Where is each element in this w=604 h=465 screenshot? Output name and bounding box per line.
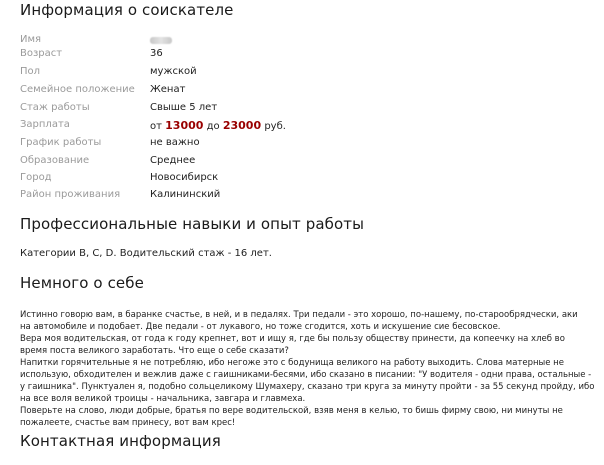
field-schedule-label: График работы — [20, 137, 102, 148]
field-salary-value — [150, 119, 286, 132]
applicant-info-title: Информация о соискателе — [20, 1, 234, 19]
about-line: на все воля великой троицы - начальника, завгара и главмеха. — [20, 394, 306, 404]
field-city-label: Город — [20, 172, 52, 183]
about-line: Напитки горячительные я не потребляю, ибо негоже это с бодунища великого на работу выходить. Слова матерные не — [20, 358, 564, 368]
field-education-value: Среднее — [150, 155, 196, 166]
salary-to-word: до — [206, 121, 220, 132]
field-experience-value: Свыше 5 лет — [150, 102, 218, 113]
skills-text: Категории B, C, D. Водительский стаж - 16 лет. — [20, 248, 272, 259]
about-line: время поста великого заработать. Что еще о себе сказати? — [20, 346, 289, 356]
field-district-label: Район проживания — [20, 189, 121, 200]
about-line: Истинно говорю вам, в баранке счастье, в ней, и в педалях. Три педали - это хорошо, по-нашему, по-старообрядчески, аки — [20, 310, 578, 320]
field-family-label: Семейное положение — [20, 84, 135, 95]
field-salary-label: Зарплата — [20, 119, 70, 130]
field-age-value: 36 — [150, 48, 163, 59]
field-name-label: Имя — [20, 34, 42, 45]
field-schedule-value: не важно — [150, 137, 200, 148]
field-sex-label: Пол — [20, 66, 41, 77]
field-district-value: Калининский — [150, 189, 221, 200]
field-city-value: Новосибирск — [150, 172, 219, 183]
salary-from: 13000 — [165, 119, 204, 132]
salary-to: 23000 — [222, 119, 262, 132]
about-line: на автомобиле и подобает. Две педали - от лукавого, но тоже сгодится, хоть и искушение сие бесовское. — [20, 322, 501, 332]
about-line: пожалеете, счастье вам принесу, вот вам крес! — [20, 418, 236, 428]
field-age-label: Возраст — [20, 48, 63, 59]
about-line: Вера моя водительская, от года к году крепнет, вот и ищу я, где бы пользу обществу принести, да копеечку на хлеб во — [20, 334, 565, 344]
field-sex-value: мужской — [150, 66, 197, 77]
field-experience-label: Стаж работы — [20, 102, 90, 113]
about-line: Поверьте на слово, люди добрые, братья по вере водительской, взяв меня в келью, то бишь фирму свою, ни минуты не — [20, 406, 563, 416]
about-title: Немного о себе — [20, 274, 144, 292]
about-line: у гаишника". Пунктуален я, подобно сольцеликому Шумахеру, сказано три круга за минуту пройти - за 55 секунд пройду, ибо — [20, 382, 595, 392]
about-line: использую, обходителен и вежлив даже с гаишниками-бесями, ибо сказано в писании: "У водителя - одни права, остальные - — [20, 370, 592, 380]
salary-currency: руб. — [264, 121, 286, 132]
field-education-label: Образование — [20, 155, 90, 166]
salary-from-word: от — [150, 121, 162, 132]
skills-title: Профессиональные навыки и опыт работы — [20, 215, 365, 233]
contacts-title: Контактная информация — [20, 432, 221, 450]
field-name-value-blurred — [150, 34, 172, 47]
about-text — [20, 309, 595, 429]
field-family-value: Женат — [150, 84, 186, 95]
